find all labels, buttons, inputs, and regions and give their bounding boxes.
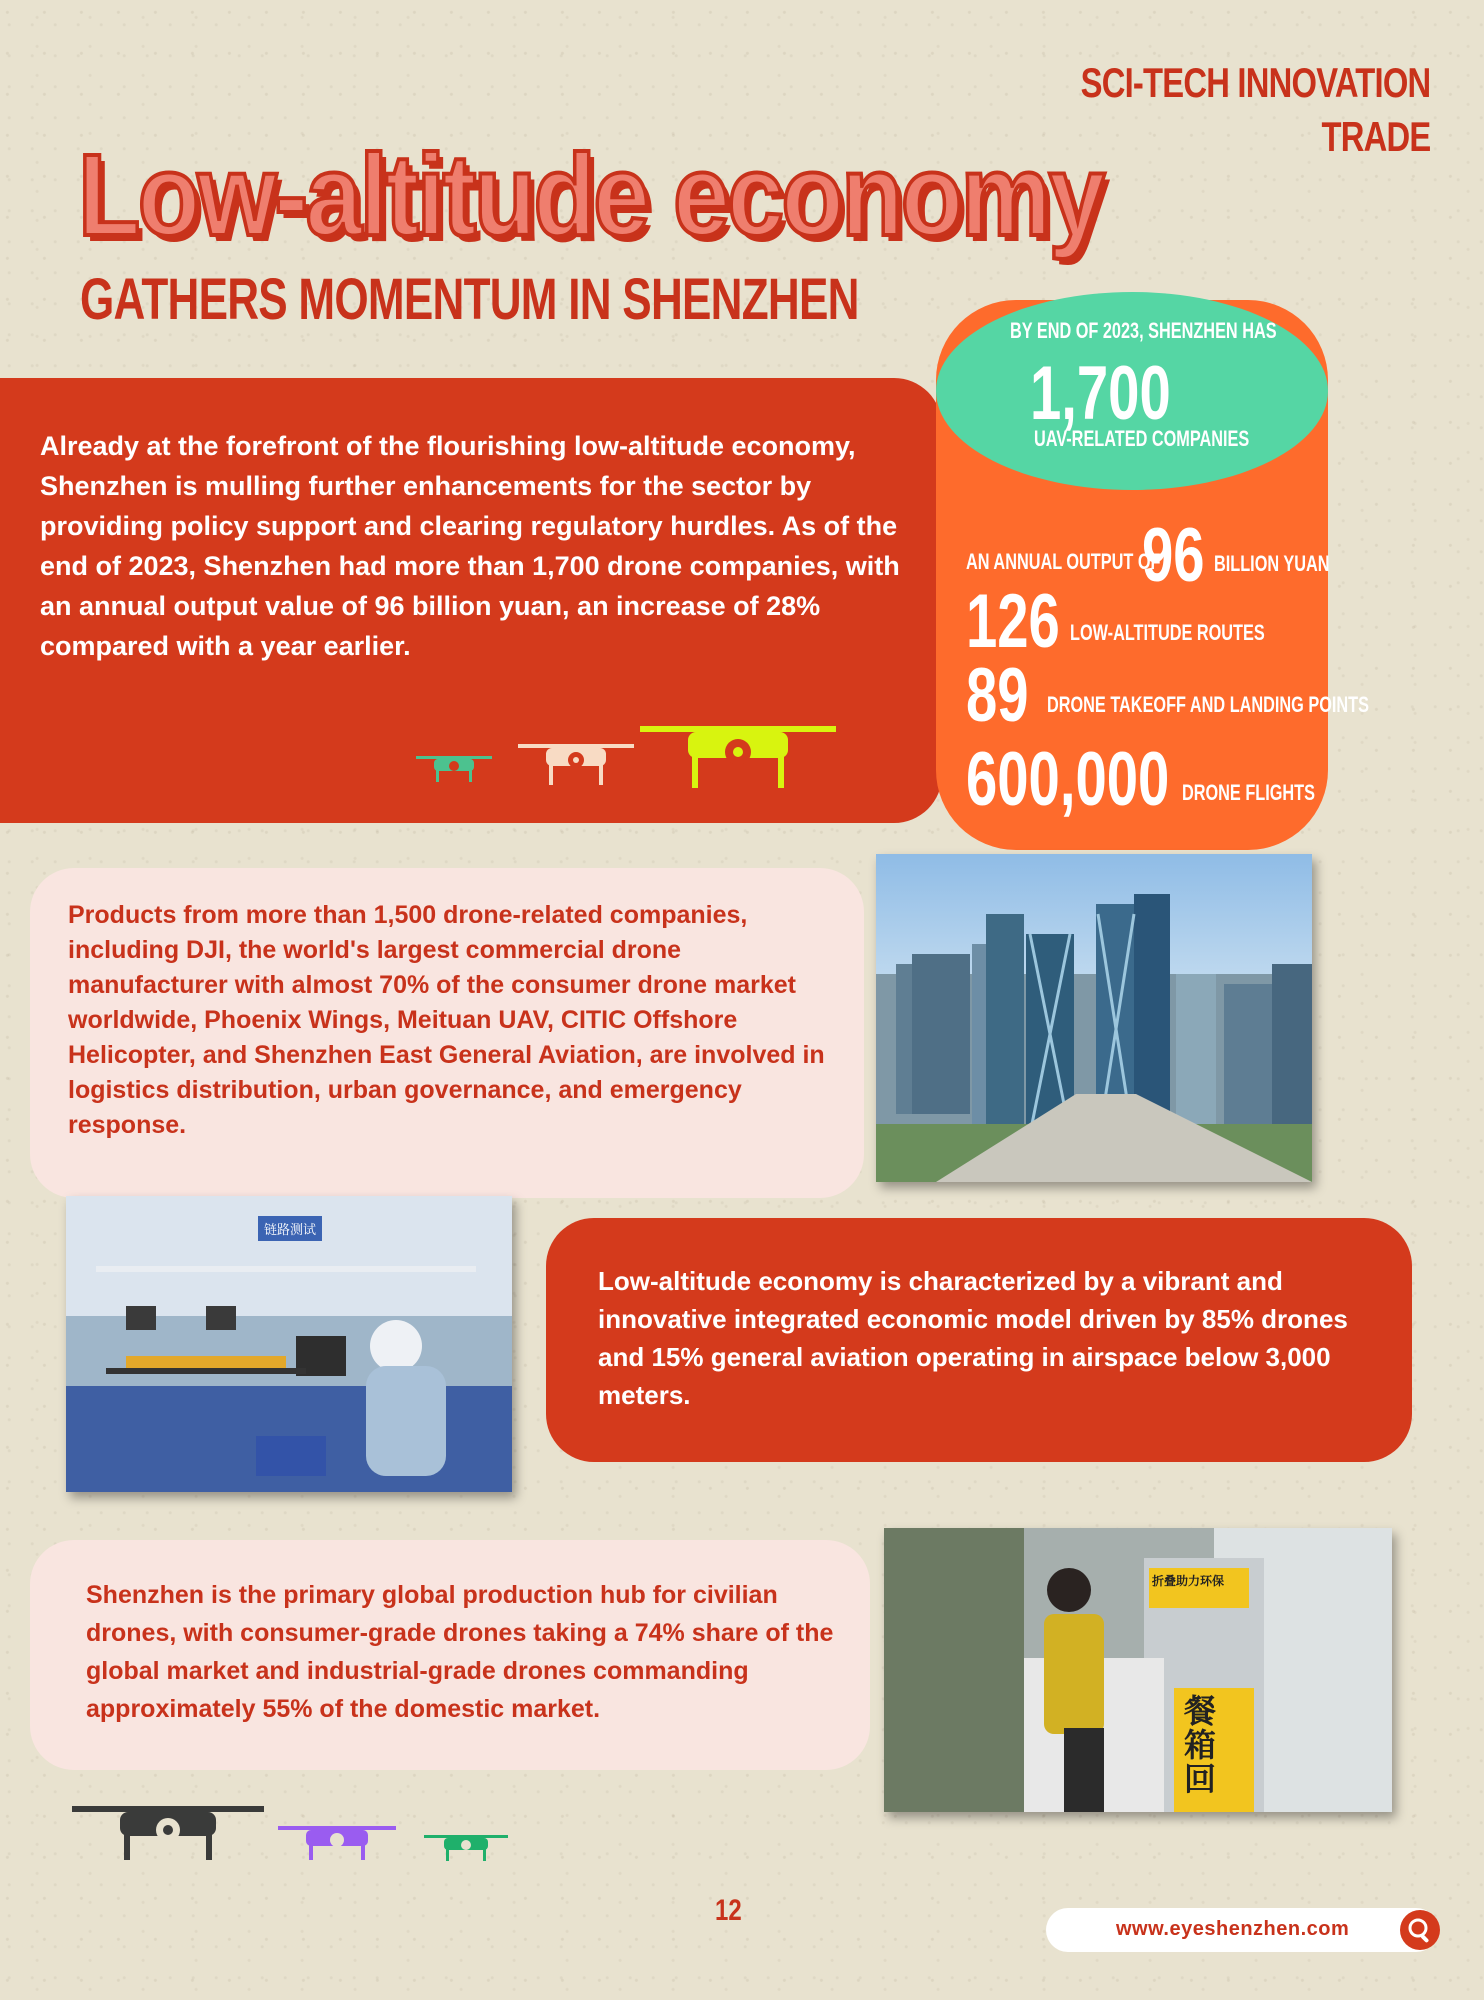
stat-companies-value: 1,700 (1030, 351, 1171, 436)
page-title: Low-altitude economy (78, 130, 1103, 260)
intro-card (0, 378, 942, 823)
section-tag-line2: TRADE (1321, 113, 1430, 160)
medium-drone-icon (516, 734, 636, 792)
dark-drone-icon (70, 1796, 266, 1864)
delivery-locker-photo (884, 1528, 1392, 1812)
stat-flights-label: DRONE FLIGHTS (1182, 780, 1315, 805)
section-tag (1080, 56, 1430, 164)
city-skyline-image (876, 854, 1312, 1182)
stat-points-label: DRONE TAKEOFF AND LANDING POINTS (1047, 692, 1369, 717)
website-link[interactable] (1046, 1908, 1438, 1952)
section-tag-line1: SCI-TECH INNOVATION (1080, 59, 1430, 106)
stat-routes-label: LOW-ALTITUDE ROUTES (1070, 620, 1265, 645)
large-drone-icon (638, 714, 838, 802)
page-number: 12 (715, 1894, 742, 1927)
page-subtitle: GATHERS MOMENTUM IN SHENZHEN (80, 267, 859, 332)
website-url[interactable]: www.eyeshenzhen.com (1116, 1918, 1350, 1940)
stat-output-value: 96 (1142, 513, 1205, 598)
stat-points-value: 89 (966, 653, 1029, 738)
locker-sign: 折叠助力环保 (1152, 1574, 1225, 1588)
economy-model-text: Low-altitude economy is characterized by a vibrant and innovative integrated economic model driven by 85% drones and 15% general aviation operating in airspace below 3,000 meters. (598, 1266, 1348, 1410)
intro-text: Already at the forefront of the flourishing low-altitude economy, Shenzhen is mulling further enhancements for the sector by providing policy support and clearing regulatory hurdles. As of the end of 2023, Shenzhen had more than 1,700 drone companies, with an annual output value of 96 billion yuan, an increase of 28% compared with a year earlier. (40, 431, 900, 661)
green-drone-icon (422, 1830, 510, 1864)
production-hub-text: Shenzhen is the primary global production hub for civilian drones, with consumer-grade drones taking a 74% share of the global market and industrial-grade drones commanding approximately 55% of the domestic market. (86, 1581, 834, 1723)
delivery-image (884, 1528, 1392, 1812)
locker-characters: 餐箱回 (1184, 1693, 1217, 1797)
production-hub-card (30, 1540, 870, 1770)
stats-highlight (936, 292, 1328, 490)
products-text: Products from more than 1,500 drone-related companies, including DJI, the world's largest commercial drone manufacturer with almost 70% of the consumer drone market worldwide, Phoenix Wings, Meituan UAV, CITIC Offshore Helicopter, and Shenzhen East General Aviation, are involved in logistics distribution, urban governance, and emergency response. (68, 901, 825, 1139)
products-card (30, 868, 864, 1198)
stats-lead: BY END OF 2023, SHENZHEN HAS (1010, 318, 1277, 343)
small-drone-icon (414, 748, 494, 788)
city-skyline-photo (876, 854, 1312, 1182)
stat-routes-value: 126 (966, 579, 1060, 664)
search-icon[interactable] (1400, 1910, 1440, 1950)
factory-sign: 链路测试 (258, 1216, 322, 1241)
stat-output-prefix: AN ANNUAL OUTPUT OF (966, 549, 1161, 574)
stat-output-suffix: BILLION YUAN (1214, 551, 1330, 576)
purple-drone-icon (276, 1820, 398, 1862)
stat-companies-label: UAV-RELATED COMPANIES (1034, 426, 1250, 451)
search-icon-glyph (1400, 1910, 1440, 1950)
drone-factory-photo (66, 1196, 512, 1492)
economy-model-card (546, 1218, 1412, 1462)
stat-flights-value: 600,000 (966, 737, 1170, 822)
